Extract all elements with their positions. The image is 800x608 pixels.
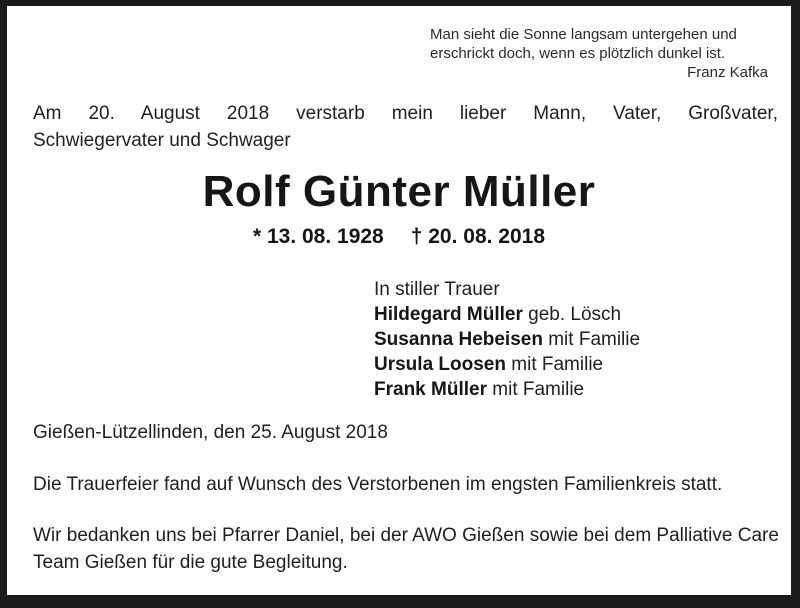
mourner-suffix: mit Familie bbox=[511, 354, 604, 375]
intro-line: Schwiegervater und Schwager bbox=[33, 130, 291, 151]
quote-line: erschrickt doch, wenn es plötzlich dunkel ist. bbox=[430, 45, 726, 62]
death-date: † 20. 08. 2018 bbox=[410, 225, 546, 248]
quote-attribution: Franz Kafka bbox=[687, 64, 768, 81]
mourner-entry bbox=[374, 327, 640, 352]
mourner-suffix: geb. Lösch bbox=[528, 304, 622, 325]
deceased-name: Rolf Günter Müller bbox=[202, 167, 596, 216]
mourners-heading: In stiller Trauer bbox=[374, 279, 500, 300]
thanks-line: Team Gießen für die gute Begleitung. bbox=[33, 552, 348, 573]
intro-line: Am 20. August 2018 verstarb mein lieber Mann, Vater, Großvater, bbox=[33, 103, 778, 124]
thanks-line: Wir bedanken uns bei Pfarrer Daniel, bei der AWO Gießen sowie bei dem Palliative Care bbox=[33, 525, 779, 546]
birth-date: * 13. 08. 1928 bbox=[252, 225, 384, 248]
thanks-paragraph bbox=[33, 522, 793, 576]
mourner-entry bbox=[374, 377, 640, 402]
mourner-entry bbox=[374, 302, 640, 327]
mourner-suffix: mit Familie bbox=[548, 329, 641, 350]
mourner-name: Frank Müller bbox=[374, 379, 487, 400]
mourner-name: Ursula Loosen bbox=[374, 354, 506, 375]
quote-line: Man sieht die Sonne langsam untergehen und bbox=[430, 26, 737, 43]
mourner-suffix: mit Familie bbox=[492, 379, 585, 400]
intro-paragraph bbox=[33, 100, 778, 154]
mourner-name: Susanna Hebeisen bbox=[374, 329, 543, 350]
funeral-note: Die Trauerfeier fand auf Wunsch des Verstorbenen im engsten Familienkreis statt. bbox=[33, 474, 723, 495]
mourner-name: Hildegard Müller bbox=[374, 304, 523, 325]
mourners-block bbox=[374, 277, 640, 402]
quote-block bbox=[430, 25, 768, 82]
place-and-date: Gießen-Lützellinden, den 25. August 2018 bbox=[33, 422, 388, 443]
mourner-entry bbox=[374, 352, 640, 377]
life-dates bbox=[7, 223, 791, 251]
